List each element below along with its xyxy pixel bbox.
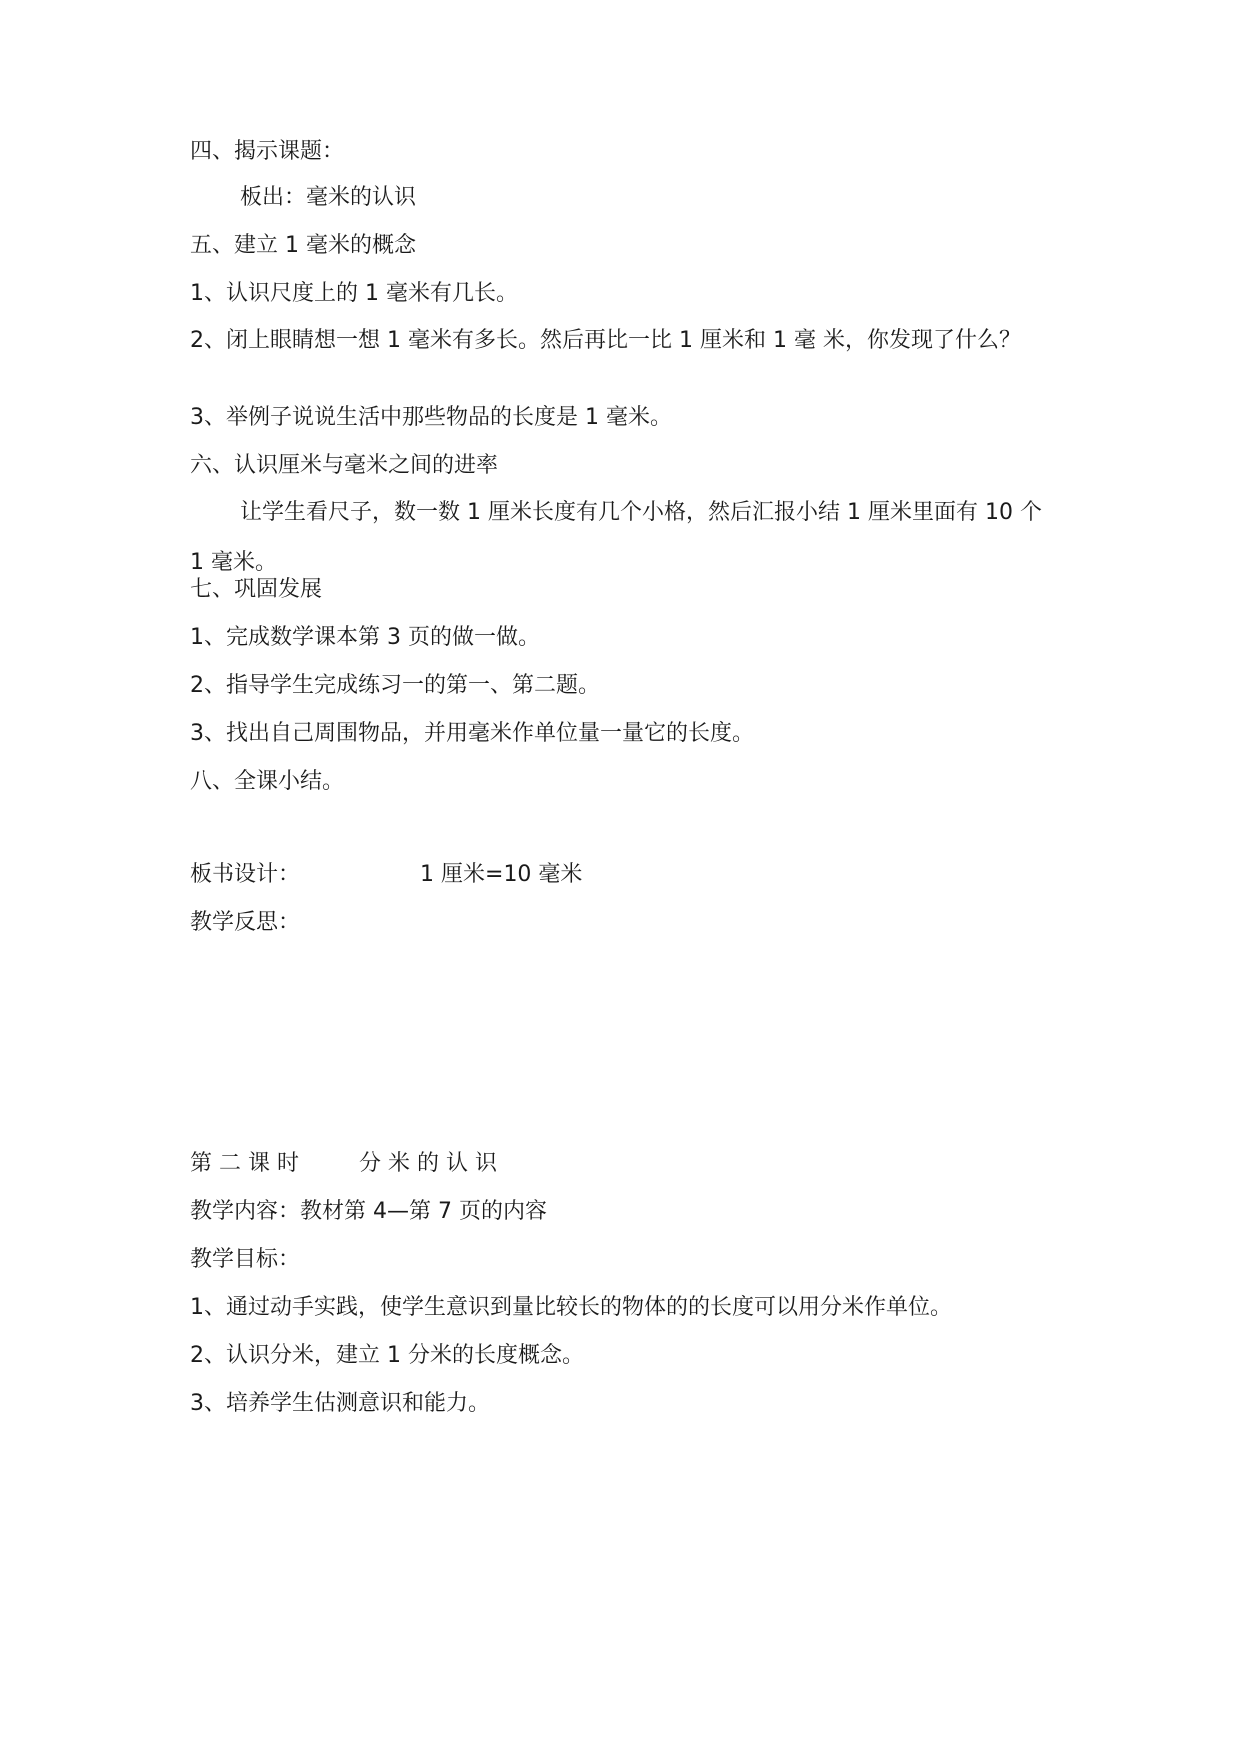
- teaching-reflection-label: 教学反思：: [190, 910, 301, 935]
- section-4-heading: 四、揭示课题：: [190, 139, 345, 164]
- goal-item-3: 3、培养学生估测意识和能力。: [190, 1391, 490, 1416]
- goal-item-2: 2、认识分米，建立 1 分米的长度概念。: [190, 1343, 584, 1368]
- board-design-content: 1 厘米=10 毫米: [420, 862, 583, 887]
- goal-item-1: 1、通过动手实践，使学生意识到量比较长的物体的的长度可以用分米作单位。: [190, 1295, 952, 1320]
- section-7-item-1: 1、完成数学课本第 3 页的做一做。: [190, 625, 540, 650]
- section-5-item-3: 3、举例子说说生活中那些物品的长度是 1 毫米。: [190, 405, 672, 430]
- section-6-paragraph: 让学生看尺子，数一数 1 厘米长度有几个小格，然后汇报小结 1 厘米里面有 10 个 1 毫米。: [190, 500, 1042, 575]
- section-7-heading: 七、巩固发展: [190, 577, 323, 602]
- section-8-heading: 八、全课小结。: [190, 769, 345, 794]
- section-5-heading: 五、建立 1 毫米的概念: [190, 233, 416, 258]
- teaching-goals-heading: 教学目标：: [190, 1247, 301, 1272]
- lesson-topic: 分 米 的 认 识: [358, 1151, 497, 1176]
- lesson-title-line: [190, 1151, 497, 1177]
- section-7-item-2: 2、指导学生完成练习一的第一、第二题。: [190, 673, 600, 698]
- teaching-content-line: 教学内容：教材第 4—第 7 页的内容: [190, 1199, 547, 1224]
- section-5-item-2: 2、闭上眼睛想一想 1 毫米有多长。然后再比一比 1 厘米和 1 毫 米，你发现了什么？: [190, 328, 1021, 353]
- section-6-heading: 六、认识厘米与毫米之间的进率: [190, 453, 499, 478]
- lesson-number: 第 二 课 时: [190, 1151, 299, 1176]
- board-design-label: 板书设计：: [190, 862, 301, 887]
- section-5-item-1: 1、认识尺度上的 1 毫米有几长。: [190, 281, 518, 306]
- board-title-line: 板出：毫米的认识: [240, 185, 417, 210]
- section-7-item-3: 3、找出自己周围物品，并用毫米作单位量一量它的长度。: [190, 721, 754, 746]
- board-design-line: [190, 862, 582, 888]
